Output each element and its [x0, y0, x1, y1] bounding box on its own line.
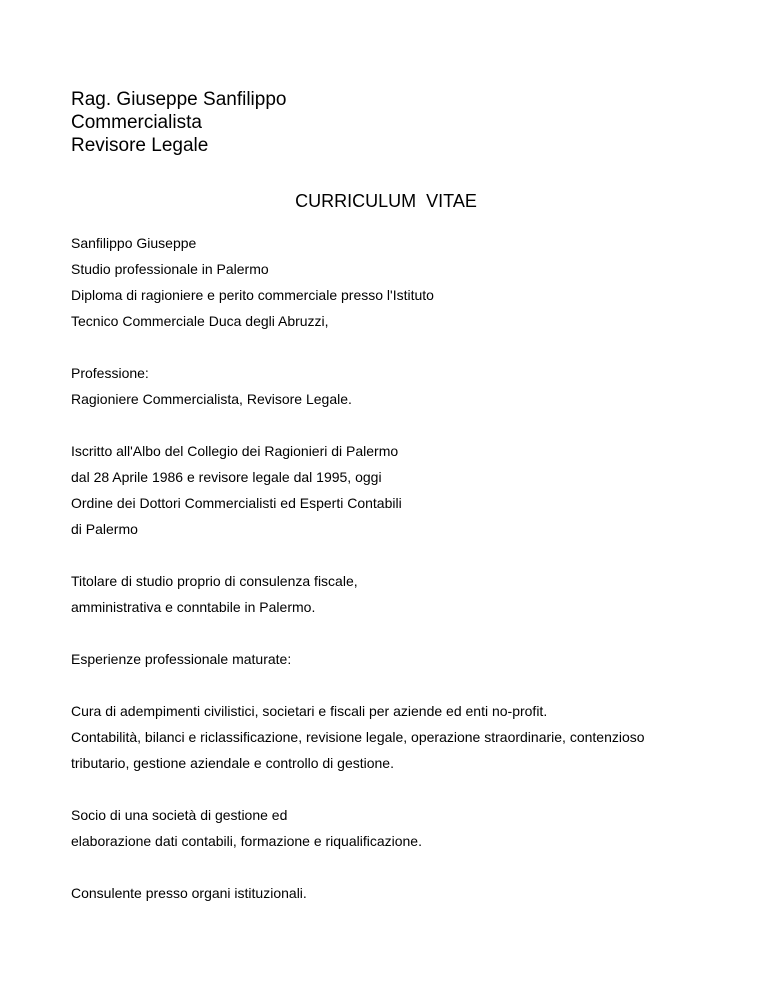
company-section: [71, 802, 731, 854]
text-line: Diploma di ragioniere e perito commerciale presso l'Istituto: [71, 287, 434, 303]
text-line: Socio di una società di gestione ed: [71, 807, 288, 823]
professional-role: Revisore Legale: [71, 135, 209, 156]
text-line: dal 28 Aprile 1986 e revisore legale dal 1995, oggi: [71, 469, 382, 485]
registration-section: [71, 438, 731, 542]
profession-section: [71, 360, 731, 412]
text-line: Cura di adempimenti civilistici, societari e fiscali per aziende ed enti no-profit.: [71, 703, 548, 719]
text-line: Esperienze professionale maturate:: [71, 651, 292, 667]
text-line: Consulente presso organi istituzionali.: [71, 885, 307, 901]
text-line: Titolare di studio proprio di consulenza fiscale,: [71, 573, 358, 589]
text-line: Ragioniere Commercialista, Revisore Legale.: [71, 391, 352, 407]
experience-details-section: [71, 698, 731, 776]
document-title: CURRICULUM VITAE: [295, 191, 477, 211]
text-line: Ordine dei Dottori Commercialisti ed Esperti Contabili: [71, 495, 402, 511]
document-body: [71, 230, 731, 932]
text-line: Tecnico Commerciale Duca degli Abruzzi,: [71, 313, 329, 329]
text-line: Professione:: [71, 365, 149, 381]
text-line: tributario, gestione aziendale e controllo di gestione.: [71, 755, 394, 771]
studio-section: [71, 568, 731, 620]
text-line: Iscritto all'Albo del Collegio dei Ragionieri di Palermo: [71, 443, 399, 459]
professional-role: Commercialista: [71, 112, 202, 133]
text-line: Sanfilippo Giuseppe: [71, 235, 197, 251]
text-line: di Palermo: [71, 521, 138, 537]
professional-name: Rag. Giuseppe Sanfilippo: [71, 89, 287, 110]
text-line: Studio professionale in Palermo: [71, 261, 269, 277]
experience-heading-section: [71, 646, 731, 672]
text-line: Contabilità, bilanci e riclassificazione, revisione legale, operazione straordinarie, contenzioso: [71, 729, 645, 745]
personal-info-section: [71, 230, 731, 334]
text-line: elaborazione dati contabili, formazione e riqualificazione.: [71, 833, 422, 849]
letterhead: [71, 88, 286, 157]
text-line: amministrativa e conntabile in Palermo.: [71, 599, 316, 615]
consultant-section: [71, 880, 731, 906]
